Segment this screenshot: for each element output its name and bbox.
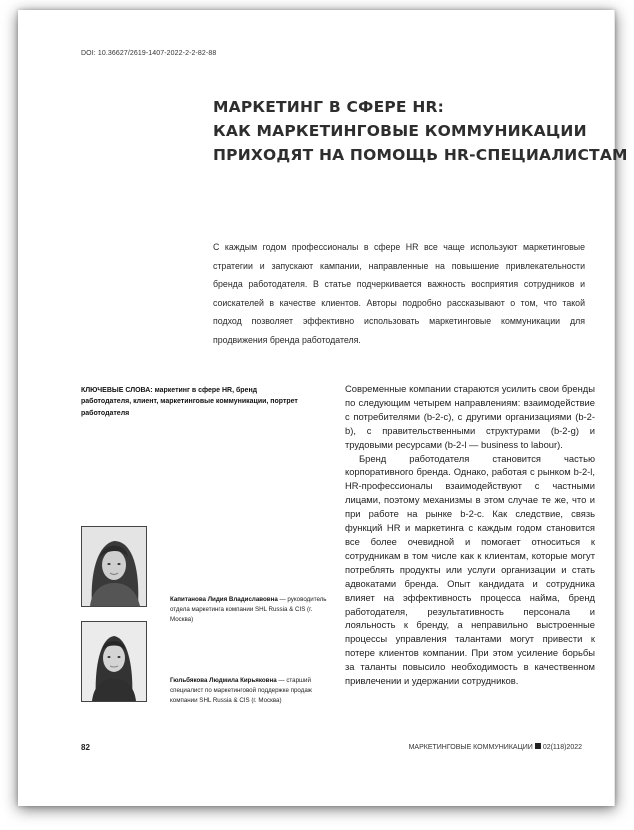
article-body: [345, 382, 595, 688]
keywords-text: маркетинг в сфере HR, бренд работодателя, клиент, маркетинговые коммуникации, портрет работодателя: [81, 385, 298, 417]
abstract: С каждым годом профессионалы в сфере HR все чаще используют маркетинговые стратегии и запускают кампании, направленные на повышение привлекательности бренда работодателя. В статье подчеркивается важность восприятия сотрудников и соискателей в качестве клиентов. Авторы подробно рассказывают о том, что такой подход позволяет эффективно использовать маркетинговые коммуникации для продвижения бренда работодателя.: [213, 242, 585, 345]
doi-line: DOI: 10.36627/2619-1407-2022-2-2-82-88: [81, 50, 217, 57]
footer-issue: 02(118)2022: [542, 744, 582, 751]
author-2-description: — старший специалист по маркетинговой поддержке продаж компании SHL Russia & CIS (г. Москва): [170, 677, 312, 704]
author-2-info: [170, 676, 330, 706]
title-line-3: ПРИХОДЯТ НА ПОМОЩЬ HR-СПЕЦИАЛИСТАМ: [213, 146, 628, 164]
body-paragraph-2: Бренд работодателя становится частью корпоративного бренда. Однако, работая с рынком b-2-l, HR-профессионалы взаимодействуют с частными лицами, поэтому механизмы в этом случае те же, что и при работе на рынке b-2-c. Как следствие, связь функций HR и маркетинга с каждым годом становится все более очевидной и помогает относиться к сотрудникам в том числе как к клиентам, которые могут потреблять продукты или услуги организации и стать адвокатами бренда. Опыт кандидата и сотрудника влияет на эффективность процесса найма, бренд работодателя, результативность персонала и лояльность к бренду, а неправильно выстроенные процессы управления талантами могут привести к потере клиентов компании. При этом усиление борьбы за таланты повысило необходимость в качественном привлечении и удержании сотрудников.: [345, 452, 595, 687]
footer-journal: МАРКЕТИНГОВЫЕ КОММУНИКАЦИИ: [408, 744, 533, 751]
title-line-1: МАРКЕТИНГ В СФЕРЕ HR:: [213, 98, 445, 116]
running-footer: [409, 743, 582, 751]
author-1-name: Капитанова Лидия Владиславовна: [170, 596, 278, 603]
article-title: [213, 95, 628, 167]
body-paragraph-1: Современные компании стараются усилить свои бренды по следующим четырем направлениям: взаимодействие с потребителями (b-2-c), с другими организациями (b-2-b), с правительственными структурами (b-2-g) и трудовыми ресурсами (b-2-l — business to labour).: [345, 383, 595, 450]
author-2-name: Гюльбякова Людмила Кирьяковна: [170, 677, 277, 684]
author-photo-2: [81, 621, 147, 702]
author-1-info: [170, 595, 330, 625]
keywords: [81, 384, 302, 418]
author-1-description: — руководитель отдела маркетинга компании SHL Russia & CIS (г. Москва): [170, 596, 327, 623]
journal-page: [18, 10, 628, 806]
title-line-2: КАК МАРКЕТИНГОВЫЕ КОММУНИКАЦИИ: [213, 122, 587, 140]
keywords-label: КЛЮЧЕВЫЕ СЛОВА:: [81, 385, 153, 394]
page-number: 82: [81, 743, 90, 752]
square-separator-icon: [535, 743, 541, 749]
author-photo-1: [81, 526, 147, 607]
